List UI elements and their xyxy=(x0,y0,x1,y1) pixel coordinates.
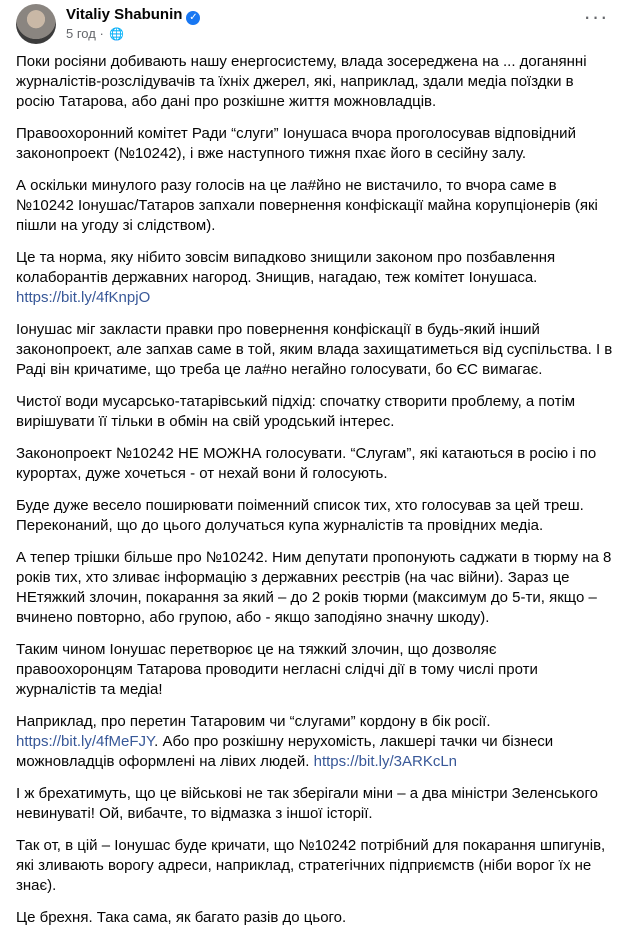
globe-icon: 🌐 xyxy=(109,27,125,41)
paragraph-6: Чистої води мусарсько-татарівський підхід: спочатку створити проблему, а потім вирішувати її тільки в обмін на свій уродський інтерес. xyxy=(16,393,576,430)
author-name-text[interactable]: Vitaliy Shabunin xyxy=(66,6,183,23)
paragraph-7: Законопроект №10242 НЕ МОЖНА голосувати. “Слугам”, які катаються в росію і по курортах, дуже хочеться - от нехай вони й голосують. xyxy=(16,445,597,482)
post-header xyxy=(16,4,614,44)
verified-badge-icon: ✓ xyxy=(186,11,200,25)
post-body xyxy=(16,52,616,928)
paragraph-1: Поки росіяни добивають нашу енергосистему, влада зосереджена на ... доганянні журналістів-розслідувачів та їхніх джерел, які, наприклад, здали медіа поїздки в росію Татарова, або дані про розкішне життя можновладців. xyxy=(16,53,587,110)
avatar[interactable] xyxy=(16,4,56,44)
paragraph-8: Буде дуже весело поширювати поіменний список тих, хто голосував за цей треш. Переконаний, що до цього долучаться купа журналістів та провідних медіа. xyxy=(16,497,584,534)
paragraph-2: Правоохоронний комітет Ради “слуги” Іонушаса вчора проголосував відповідний законопроект (№10242), і вже наступного тижня пхає його в сесійну залу. xyxy=(16,125,576,162)
link-3ARKcLn[interactable]: https://bit.ly/3ARKcLn xyxy=(313,753,458,770)
paragraph-3: А оскільки минулого разу голосів на це ла#йно не вистачило, то вчора саме в №10242 Іонушас/Татаров запхали повернення конфіскації майна корупціонерів (які пішли на угоду зі слідством). xyxy=(16,177,598,234)
author-name[interactable] xyxy=(66,6,200,25)
paragraph-13: Так от, в цій – Іонушас буде кричати, що №10242 потрібний для покарання шпигунів, які зливають ворогу адреси, наприклад, стратегічних підприємств (ніби ворог їх не знає). xyxy=(16,837,606,894)
paragraph-4 xyxy=(16,248,616,308)
paragraph-9: А тепер трішки більше про №10242. Ним депутати пропонують саджати в тюрму на 8 років тих, хто зливає інформацію з державних реєстрів (на час війни). Зараз це НЕтяжкий злочин, покарання за який – до 2 років тюрми (максимум до 5-ти, якщо – вчинено повторно, або групою, або - якщо заподіяно значну шкоду). xyxy=(16,549,612,626)
paragraph-11 xyxy=(16,712,616,772)
post-meta: 5 год · 🌐 xyxy=(66,26,125,41)
paragraph-14: Це брехня. Така сама, як багато разів до цього. xyxy=(16,909,347,926)
paragraph-5: Іонушас міг закласти правки про повернення конфіскації в будь-який інший законопроект, але запхав саме в той, яким влада захищатиметься від суспільства. І в Раді він кричатиме, що треба це ла#но негайно голосувати, бо ЄС вимагає. xyxy=(16,321,613,378)
paragraph-11-text-b: . Або про розкішну нерухомість, лакшері тачки чи бізнеси можновладців оформлені на лівих людей. xyxy=(16,733,554,770)
paragraph-4-text: Це та норма, яку нібито зовсім випадково знищили законом про позбавлення колаборантів державних нагород. Знищив, нагадаю, теж комітет Іонушаса. xyxy=(16,249,556,286)
link-4fKnpjO[interactable]: https://bit.ly/4fKnpjO xyxy=(16,289,151,306)
paragraph-10: Таким чином Іонушас перетворює це на тяжкий злочин, що дозволяє правоохоронцям Татарова проводити негласні слідчі дії в тому числі проти журналістів та медіа! xyxy=(16,641,538,698)
more-options-button[interactable]: ··· xyxy=(583,4,609,29)
link-4fMeFJY[interactable]: https://bit.ly/4fMeFJY xyxy=(16,733,155,750)
paragraph-12: І ж брехатимуть, що це військові не так зберігали міни – а два міністри Зеленського невинуваті! Ой, вибачте, то відмазка з іншої історії. xyxy=(16,785,598,822)
paragraph-11-text-a: Наприклад, про перетин Татаровим чи “слугами” кордону в бік росії. xyxy=(16,713,491,730)
post-timestamp[interactable]: 5 год xyxy=(66,26,96,41)
